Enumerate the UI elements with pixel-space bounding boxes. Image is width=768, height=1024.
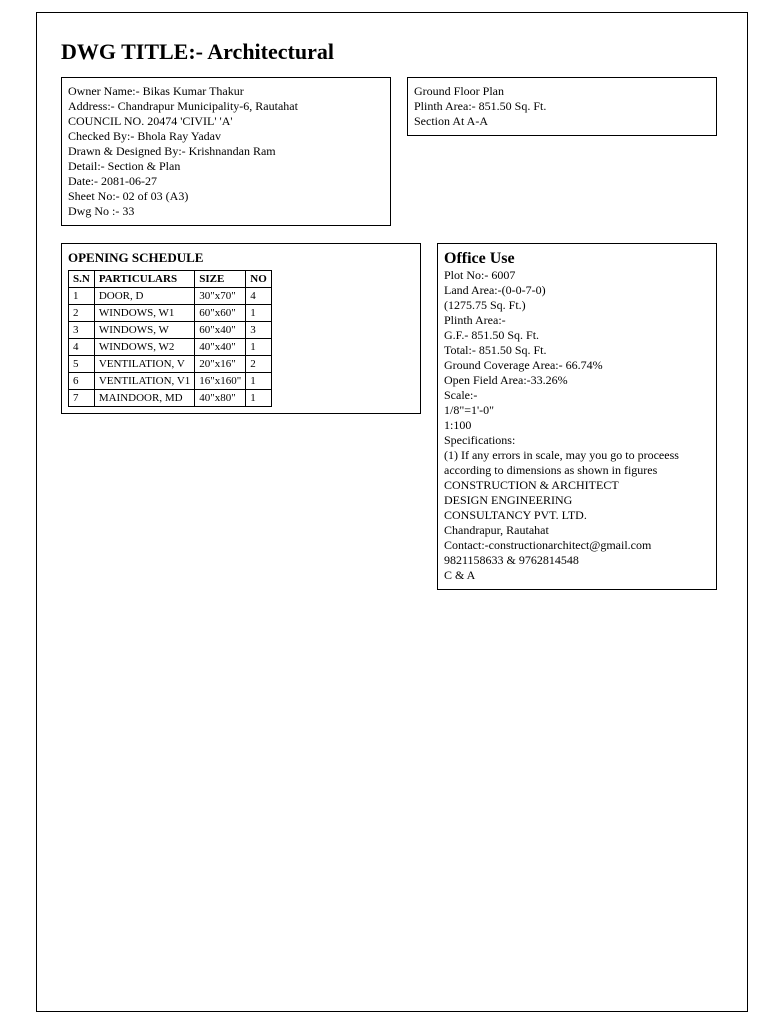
contact: Contact:-constructionarchitect@gmail.com — [444, 538, 652, 552]
opening-schedule-table — [68, 270, 272, 407]
col-sn: S.N — [69, 271, 95, 288]
opening-schedule-title: OPENING SCHEDULE — [68, 250, 204, 265]
cell: 2 — [69, 305, 95, 322]
cell: 1 — [246, 305, 272, 322]
total-area: Total:- 851.50 Sq. Ft. — [444, 343, 547, 357]
drawing-frame — [36, 12, 748, 1012]
cell: 3 — [246, 322, 272, 339]
office-use — [437, 243, 717, 590]
cell: VENTILATION, V — [94, 356, 194, 373]
col-particulars: PARTICULARS — [94, 271, 194, 288]
cell: 6 — [69, 373, 95, 390]
table-row — [69, 288, 272, 305]
company-line: DESIGN ENGINEERING — [444, 493, 573, 507]
coverage: Ground Coverage Area:- 66.74% — [444, 358, 603, 372]
scale-ratio: 1/8"=1'-0" — [444, 403, 495, 417]
table-row — [69, 322, 272, 339]
table-row — [69, 339, 272, 356]
cell: WINDOWS, W1 — [94, 305, 194, 322]
cell: 4 — [69, 339, 95, 356]
opening-schedule — [61, 243, 421, 414]
table-row — [69, 390, 272, 407]
plinth-area: Plinth Area:- 851.50 Sq. Ft. — [414, 99, 547, 113]
cell: 30"x70" — [195, 288, 246, 305]
table-row — [69, 373, 272, 390]
cell: VENTILATION, V1 — [94, 373, 194, 390]
plot-no: Plot No:- 6007 — [444, 268, 516, 282]
dwg-no: Dwg No :- 33 — [68, 204, 135, 218]
cell: 60"x60" — [195, 305, 246, 322]
cell: 4 — [246, 288, 272, 305]
cell: MAINDOOR, MD — [94, 390, 194, 407]
owner: Owner Name:- Bikas Kumar Thakur — [68, 84, 244, 98]
company-line: CONSTRUCTION & ARCHITECT — [444, 478, 619, 492]
company-line: CONSULTANCY PVT. LTD. — [444, 508, 587, 522]
cell: 1 — [246, 390, 272, 407]
title-block — [61, 77, 391, 226]
land-sqft: (1275.75 Sq. Ft.) — [444, 298, 526, 312]
table-row — [69, 356, 272, 373]
cell: DOOR, D — [94, 288, 194, 305]
cell: 1 — [69, 288, 95, 305]
plan-caption: Ground Floor Plan — [414, 84, 504, 98]
company-line: Chandrapur, Rautahat — [444, 523, 549, 537]
cell: 40"x40" — [195, 339, 246, 356]
cell: 40"x80" — [195, 390, 246, 407]
land-area: Land Area:-(0-0-7-0) — [444, 283, 546, 297]
plinth-area-label: Plinth Area:- — [444, 313, 506, 327]
office-use-title: Office Use — [444, 250, 515, 267]
cell: 5 — [69, 356, 95, 373]
cell: 16"x160" — [195, 373, 246, 390]
phones: 9821158633 & 9762814548 — [444, 553, 579, 567]
dwg-title: DWG TITLE:- Architectural — [61, 39, 334, 64]
open-field: Open Field Area:-33.26% — [444, 373, 568, 387]
cell: 60"x40" — [195, 322, 246, 339]
specs-title: Specifications: — [444, 433, 516, 447]
scale-label: Scale:- — [444, 388, 478, 402]
gf-area: G.F.- 851.50 Sq. Ft. — [444, 328, 540, 342]
detail: Detail:- Section & Plan — [68, 159, 181, 173]
cell: 7 — [69, 390, 95, 407]
address: Address:- Chandrapur Municipality-6, Rautahat — [68, 99, 298, 113]
plan-captions — [407, 77, 717, 136]
logo: C & A — [444, 568, 476, 582]
drawn-by: Drawn & Designed By:- Krishnandan Ram — [68, 144, 276, 158]
checked-by: Checked By:- Bhola Ray Yadav — [68, 129, 221, 143]
scale-num: 1:100 — [444, 418, 472, 432]
cell: WINDOWS, W — [94, 322, 194, 339]
cell: 20"x16" — [195, 356, 246, 373]
col-no: NO — [246, 271, 272, 288]
section-caption: Section At A-A — [414, 114, 488, 128]
col-size: SIZE — [195, 271, 246, 288]
council-no: COUNCIL NO. 20474 'CIVIL' 'A' — [68, 114, 233, 128]
cell: 1 — [246, 373, 272, 390]
sheet-no: Sheet No:- 02 of 03 (A3) — [68, 189, 189, 203]
date: Date:- 2081-06-27 — [68, 174, 157, 188]
cell: 2 — [246, 356, 272, 373]
spec-note: (1) If any errors in scale, may you go to proceess according to dimensions as shown in figures — [444, 448, 679, 477]
cell: 3 — [69, 322, 95, 339]
cell: 1 — [246, 339, 272, 356]
cell: WINDOWS, W2 — [94, 339, 194, 356]
table-row — [69, 305, 272, 322]
